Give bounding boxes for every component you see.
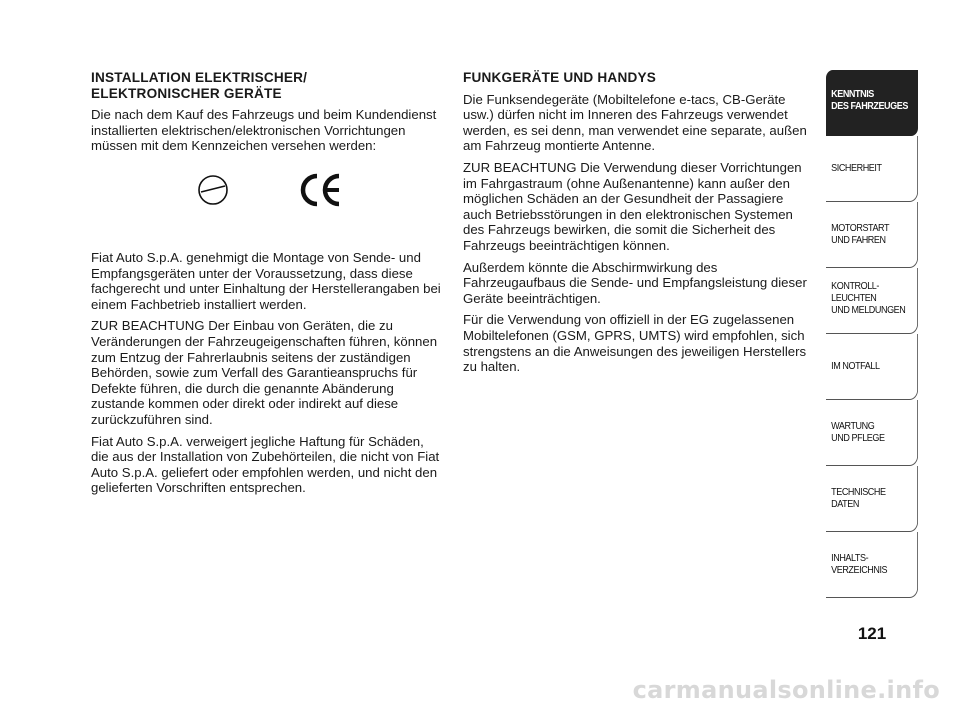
paragraph: Die Funksendegeräte (Mobiltelefone e-tacs, CB-Geräte usw.) dürfen nicht im Inneren des Fahrzeugs verwendet werden, es sei denn, man verwendet eine separate, außen am Fahrzeug montierte Antenne. bbox=[463, 91, 807, 154]
paragraph: Fiat Auto S.p.A. genehmigt die Montage von Sende- und Empfangsgeräten unter der Voraussetzung, dass diese fachgerecht und unter Einhaltung der Herstellerangaben bei einem Fachbetrieb installiert werden. bbox=[91, 249, 441, 312]
chapter-sidebar bbox=[826, 70, 918, 598]
tab-technische-daten[interactable] bbox=[826, 466, 918, 532]
watermark: carmanualsonline.info bbox=[632, 676, 940, 704]
tab-inhaltsverzeichnis[interactable] bbox=[826, 532, 918, 598]
heading-line-2: ELEKTRONISCHER GERÄTE bbox=[91, 85, 282, 101]
left-column bbox=[91, 70, 443, 502]
tab-label: INHALTS- bbox=[831, 552, 869, 564]
section-heading-installation bbox=[91, 70, 443, 101]
tab-sicherheit[interactable] bbox=[826, 136, 918, 202]
paragraph: Die nach dem Kauf des Fahrzeugs und beim Kundendienst installierten elektrischen/elektronischen Vorrichtungen müssen mit dem Kennzeichen versehen werden: bbox=[91, 107, 437, 154]
tab-label: SICHERHEIT bbox=[831, 162, 882, 174]
paragraph: Fiat Auto S.p.A. verweigert jegliche Haftung für Schäden, die aus der Installation von Zubehörteilen, die nicht von Fiat Auto S.p.A. geliefert oder empfohlen werden, und nicht den gelieferten Vorschriften entsprechen. bbox=[91, 433, 440, 496]
tab-label: MOTORSTART bbox=[831, 222, 890, 234]
approval-marks bbox=[91, 160, 443, 246]
tab-label: TECHNISCHE bbox=[831, 486, 886, 498]
tab-label: DES FAHRZEUGES bbox=[831, 100, 908, 112]
paragraph: Für die Verwendung von offiziell in der EG zugelassenen Mobiltelefonen (GSM, GPRS, UMTS) wird empfohlen, sich strengstens an die Anweisungen des jeweiligen Herstellers zu halten. bbox=[463, 312, 807, 375]
tab-label: VERZEICHNIS bbox=[831, 564, 888, 576]
tab-label: DATEN bbox=[831, 498, 859, 510]
paragraph: ZUR BEACHTUNG Die Verwendung dieser Vorrichtungen im Fahrgastraum (ohne Außenantenne) kann außer den möglichen Schäden an der Gesundheit der Passagiere auch Betriebsstörungen in den elektronischen Systemen des Fahrzeugs bewirken, die somit die Sicherheit des Fahrzeugs beeinträchtigen können. bbox=[463, 159, 802, 253]
tab-label: UND PFLEGE bbox=[831, 432, 885, 444]
tab-label: IM NOTFALL bbox=[831, 360, 880, 372]
right-column bbox=[463, 70, 815, 381]
tab-wartung[interactable] bbox=[826, 400, 918, 466]
tab-label: KENNTNIS bbox=[831, 88, 874, 100]
paragraph: Außerdem könnte die Abschirmwirkung des Fahrzeugaufbaus die Sende- und Empfangsleistung dieser Geräte beeinträchtigen. bbox=[463, 259, 807, 306]
tab-motorstart[interactable] bbox=[826, 202, 918, 268]
tab-label: UND MELDUNGEN bbox=[831, 304, 906, 316]
tab-im-notfall[interactable] bbox=[826, 334, 918, 400]
tab-label: KONTROLL- bbox=[831, 280, 879, 292]
e-mark-icon bbox=[193, 170, 233, 210]
paragraph: ZUR BEACHTUNG Der Einbau von Geräten, die zu Veränderungen der Fahrzeugeigenschaften führen, können zum Entzug der Fahrerlaubnis seitens der zuständigen Behörden, sowie zum Verfall des Garantieanspruchs für Defekte führen, die durch die genannte Abänderung zustande kommen oder direkt oder indirekt auf diese zurückzuführen sind. bbox=[91, 318, 438, 427]
page-number: 121 bbox=[857, 624, 887, 643]
heading-line-1: INSTALLATION ELEKTRISCHER/ bbox=[91, 70, 308, 85]
section-heading-funkgeraete: FUNKGERÄTE UND HANDYS bbox=[463, 70, 657, 85]
ce-mark-icon bbox=[297, 170, 345, 210]
tab-kontrollleuchten[interactable] bbox=[826, 268, 918, 334]
tab-label: WARTUNG bbox=[831, 420, 875, 432]
tab-kenntnis[interactable] bbox=[826, 70, 918, 136]
tab-label: LEUCHTEN bbox=[831, 292, 877, 304]
tab-label: UND FAHREN bbox=[831, 234, 886, 246]
